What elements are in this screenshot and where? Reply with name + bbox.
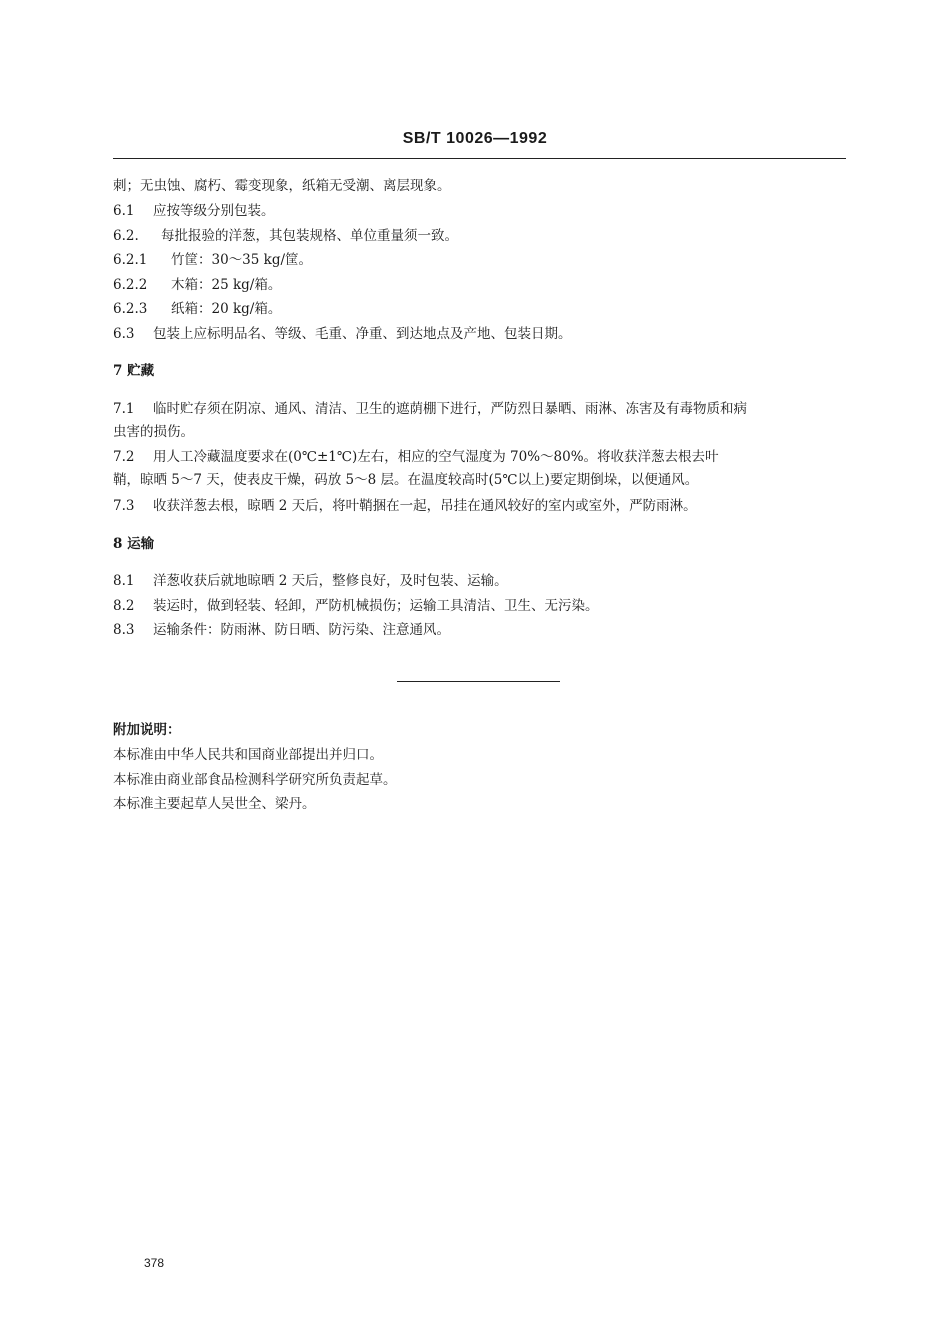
clause-number: 6.2.: [113, 228, 139, 244]
notes-line: 本标准由中华人民共和国商业部提出并归口。: [113, 747, 383, 763]
section-7-heading: 7 贮藏: [113, 363, 155, 379]
clause-8-1: [113, 571, 508, 591]
notes-title: 附加说明：: [113, 722, 181, 738]
clause-number: 8.1: [113, 573, 135, 589]
end-rule: [397, 681, 560, 682]
clause-text: 竹筐：30～35 kg/筐。: [171, 252, 313, 268]
clause-text: 每批报验的洋葱，其包装规格、单位重量须一致。: [161, 228, 458, 244]
clause-number: 7.3: [113, 498, 135, 514]
clause-text-line2: 鞘，晾晒 5～7 天，使表皮干燥，码放 5～8 层。在温度较高时(5℃以上)要定期倒垛，以便通风。: [113, 472, 699, 488]
notes-line: 本标准主要起草人吴世全、梁丹。: [113, 796, 316, 812]
clause-7-2: [113, 446, 853, 492]
clause-7-3: [113, 496, 697, 516]
clause-number: 6.2.2: [113, 277, 148, 293]
clause-6-2-2: [113, 275, 281, 295]
clause-6-2-1: [113, 250, 312, 270]
clause-text: 木箱：25 kg/箱。: [171, 277, 282, 293]
clause-6-2-3: [113, 299, 281, 319]
clause-6-1: [113, 201, 275, 221]
clause-text-line1: 临时贮存须在阴凉、通风、清洁、卫生的遮荫棚下进行，严防烈日暴晒、雨淋、冻害及有毒物质和病: [153, 401, 747, 417]
clause-number: 6.1: [113, 203, 135, 219]
section-8-heading: 8 运输: [113, 536, 155, 552]
clause-number: 7.1: [113, 401, 135, 417]
clause-text: 纸箱：20 kg/箱。: [171, 301, 282, 317]
standard-code-header: SB/T 10026—1992: [402, 130, 548, 147]
clause-text: 应按等级分别包装。: [153, 203, 275, 219]
clause-text: 装运时，做到轻装、轻卸，严防机械损伤；运输工具清洁、卫生、无污染。: [153, 598, 599, 614]
clause-number: 6.3: [113, 326, 135, 342]
clause-text: 洋葱收获后就地晾晒 2 天后，整修良好，及时包装、运输。: [153, 573, 508, 589]
clause-number: 8.2: [113, 598, 135, 614]
clause-text-line1: 用人工冷藏温度要求在(0℃±1℃)左右，相应的空气湿度为 70%～80%。将收获洋葱去根去叶: [153, 449, 719, 465]
clause-6-2: [113, 226, 458, 246]
clause-number: 7.2: [113, 449, 135, 465]
clause-7-1: [113, 398, 853, 444]
clause-text: 收获洋葱去根，晾晒 2 天后，将叶鞘捆在一起，吊挂在通风较好的室内或室外，严防雨淋。: [153, 498, 697, 514]
clause-text: 包装上应标明品名、等级、毛重、净重、到达地点及产地、包装日期。: [153, 326, 572, 342]
clause-text: 运输条件：防雨淋、防日晒、防污染、注意通风。: [153, 622, 450, 638]
clause-8-3: [113, 620, 450, 640]
continuation-line: 刺；无虫蚀、腐朽、霉变现象，纸箱无受潮、离层现象。: [113, 178, 451, 194]
clause-6-3: [113, 324, 572, 344]
header-rule: [113, 158, 846, 159]
clause-text-line2: 虫害的损伤。: [113, 424, 194, 440]
clause-number: 6.2.1: [113, 252, 148, 268]
clause-number: 8.3: [113, 622, 135, 638]
notes-line: 本标准由商业部食品检测科学研究所负责起草。: [113, 772, 397, 788]
clause-8-2: [113, 596, 599, 616]
page-number: 378: [144, 1256, 165, 1270]
clause-number: 6.2.3: [113, 301, 148, 317]
